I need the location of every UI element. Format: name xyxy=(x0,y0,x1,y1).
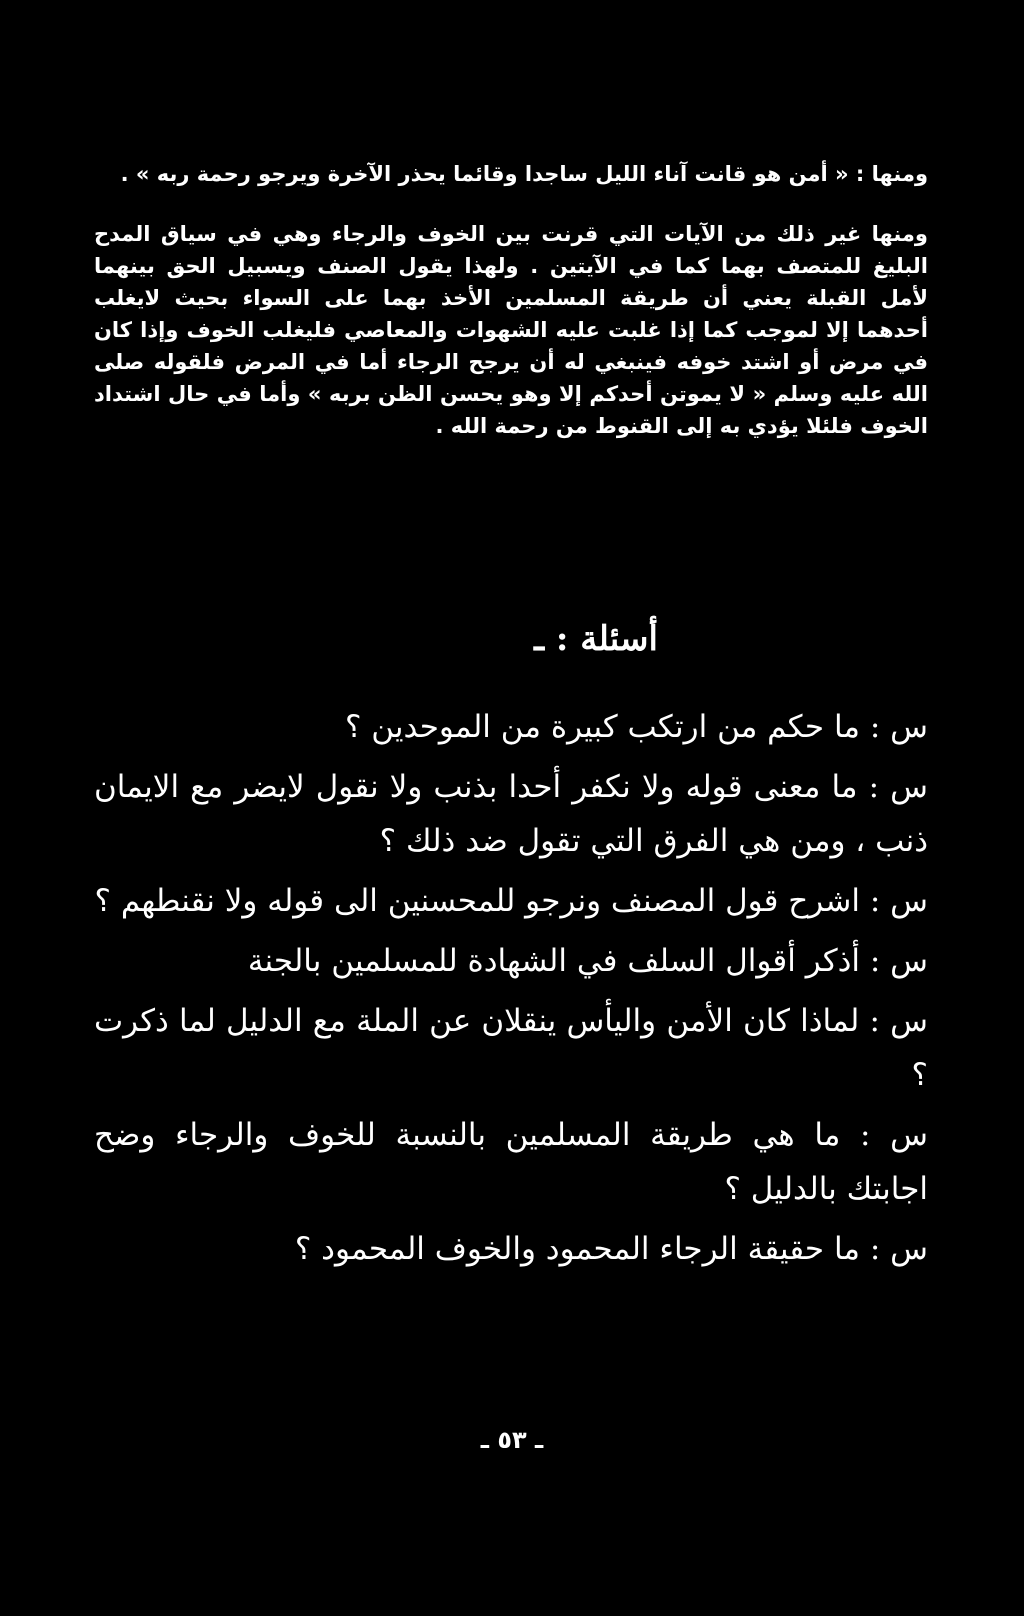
question-item xyxy=(94,700,928,754)
question-text: اشرح قول المصنف ونرجو للمحسنين الى قوله ولا نقنطهم ؟ xyxy=(94,883,860,919)
question-prefix: س : xyxy=(869,1231,928,1267)
question-item xyxy=(94,874,928,928)
question-text: لماذا كان الأمن واليأس ينقلان عن الملة مع الدليل لما ذكرت ؟ xyxy=(94,1003,928,1093)
question-text: ما حكم من ارتكب كبيرة من الموحدين ؟ xyxy=(344,709,860,745)
body-text xyxy=(94,158,928,442)
question-prefix: س : xyxy=(869,709,928,745)
page-number: ـ ٥٣ ـ xyxy=(480,1426,544,1454)
question-text: ما هي طريقة المسلمين بالنسبة للخوف والرجاء وضح اجابتك بالدليل ؟ xyxy=(94,1117,928,1207)
question-prefix: س : xyxy=(860,1117,928,1153)
paragraph: ومنها : « أمن هو قانت آناء الليل ساجدا وقائما يحذر الآخرة ويرجو رحمة ربه » . xyxy=(120,162,928,186)
question-prefix: س : xyxy=(869,1003,929,1039)
question-text: ما حقيقة الرجاء المحمود والخوف المحمود ؟ xyxy=(294,1231,860,1267)
question-prefix: س : xyxy=(869,943,928,979)
question-item xyxy=(94,1222,928,1276)
question-text: ما معنى قوله ولا نكفر أحدا بذنب ولا نقول لايضر مع الايمان ذنب ، ومن هي الفرق التي تقول ضد ذلك ؟ xyxy=(94,769,928,859)
questions-list xyxy=(94,700,928,1282)
question-item xyxy=(94,1108,928,1216)
question-item xyxy=(94,994,928,1102)
question-item xyxy=(94,934,928,988)
section-heading: أسئلة : ـ xyxy=(534,619,658,659)
question-text: أذكر أقوال السلف في الشهادة للمسلمين بالجنة xyxy=(247,943,860,979)
question-prefix: س : xyxy=(869,883,928,919)
question-item xyxy=(94,760,928,868)
question-prefix: س : xyxy=(868,769,929,805)
paragraph: ومنها غير ذلك من الآيات التي قرنت بين الخوف والرجاء وهي في سياق المدح البليغ للمتصف بهما كما في الآيتين . ولهذا يقول الصنف ويسبيل الحق بينهما لأمل القبلة يعني أن طريقة المسلمين الأخذ بهما على السواء بحيث لايغلب أحدهما إلا لموجب كما إذا غلبت عليه الشهوات والمعاصي فليغلب الخوف وإذا كان في مرض أو اشتد خوفه فينبغي له أن يرجح الرجاء أما في المرض فلقوله صلى الله عليه وسلم « لا يموتن أحدكم إلا وهو يحسن الظن بربه » وأما في حال اشتداد الخوف فلئلا يؤدي به إلى القنوط من رحمة الله . xyxy=(94,222,928,438)
